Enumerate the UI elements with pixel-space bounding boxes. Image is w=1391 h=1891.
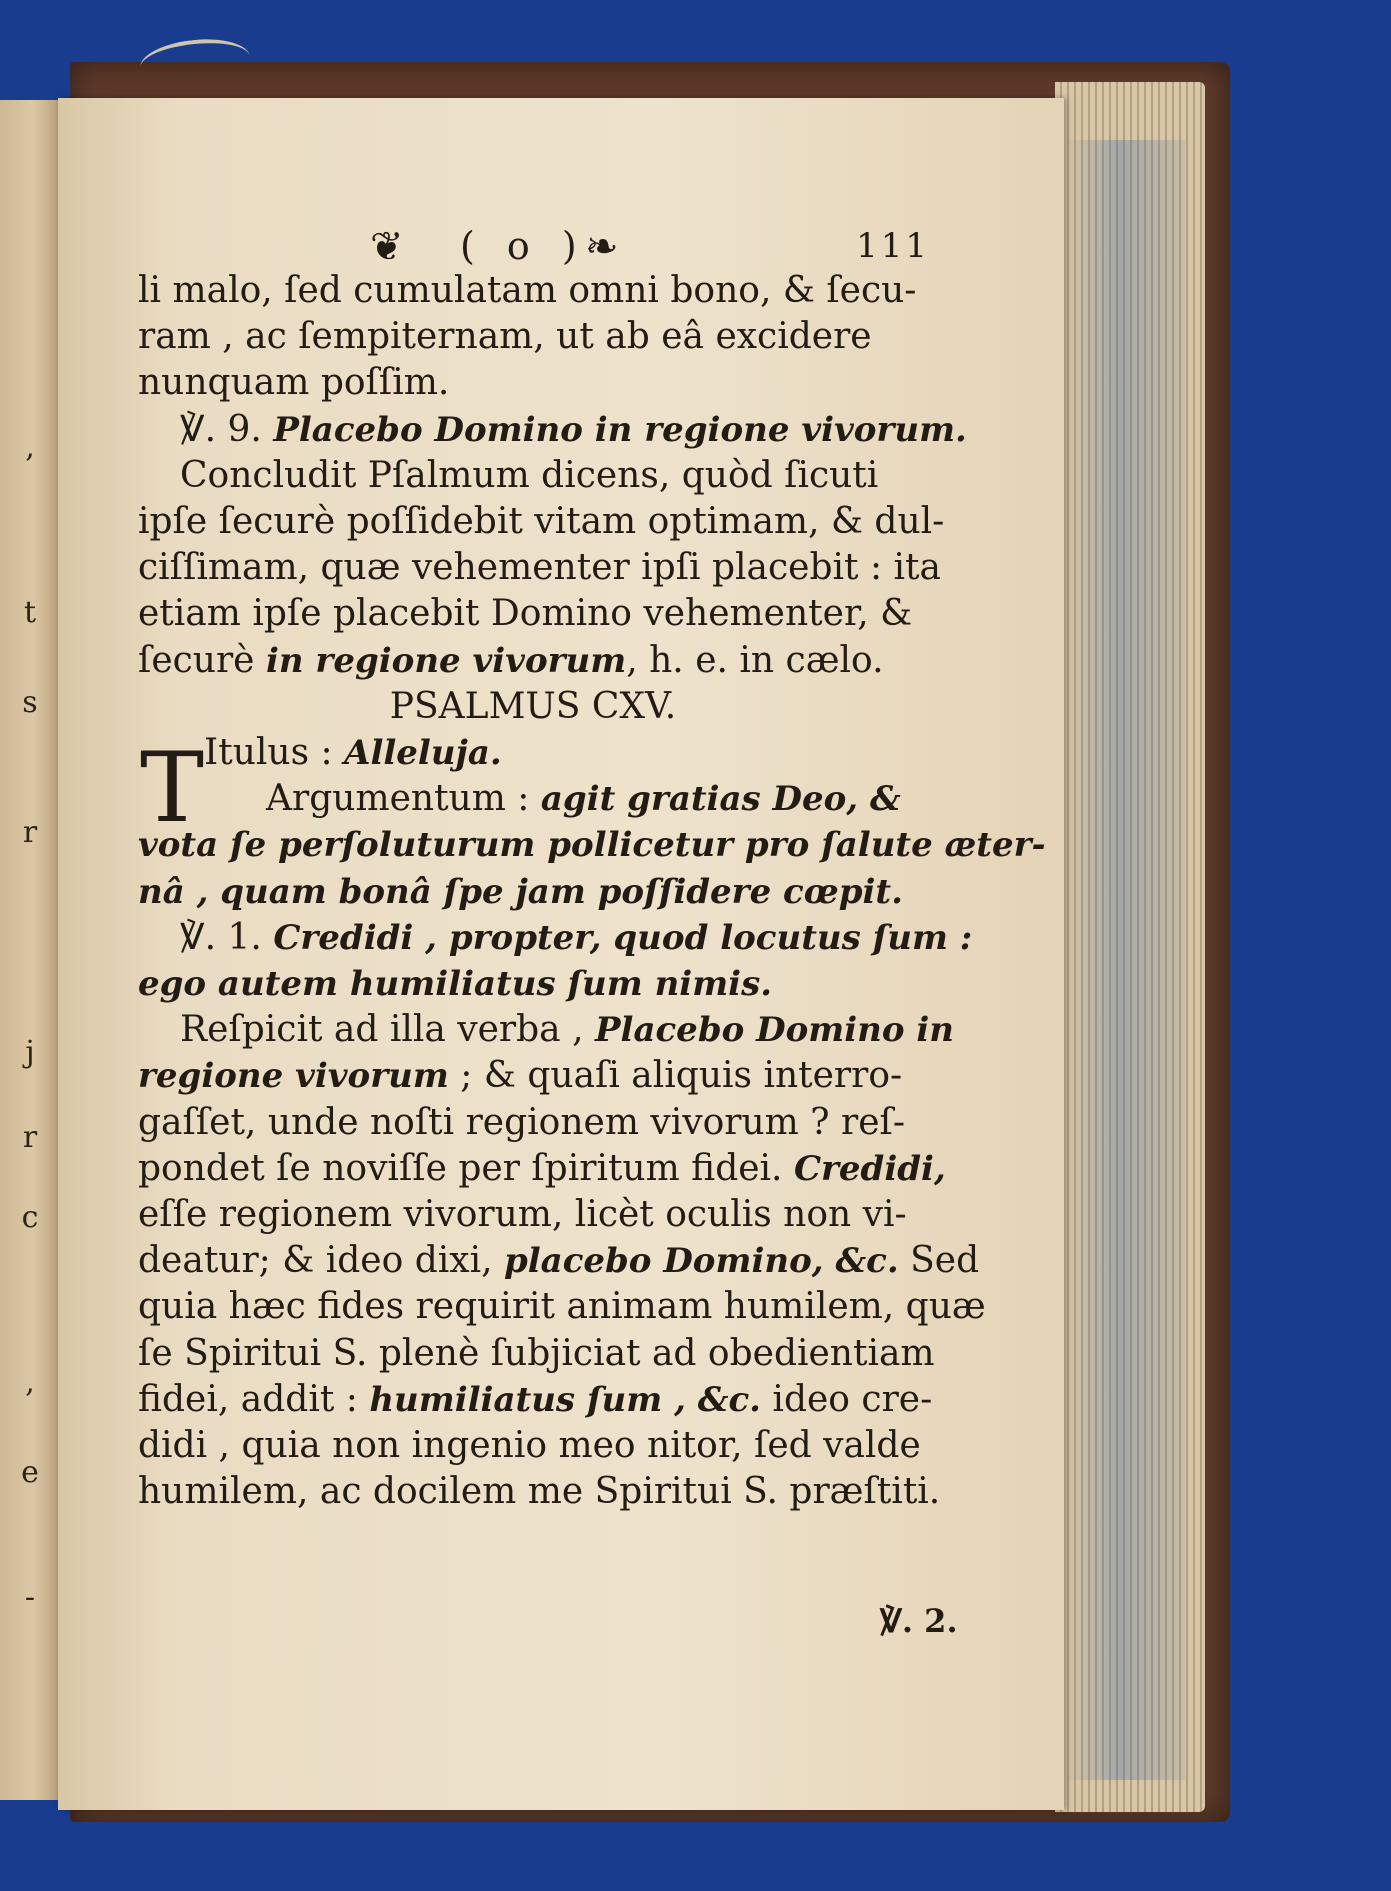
verse-text: Placebo Domino in regione vivorum. [273,409,967,450]
verse-marker: ℣. 9. [180,408,262,450]
text-segment: pondet ſe noviſſe per ſpiritum fidei. [138,1147,794,1189]
text-segment-italic: placebo Domino, &c. [503,1241,899,1282]
text-line: eſſe regionem vivorum, licèt oculis non vi- [138,1194,907,1236]
text-line [138,1377,933,1423]
left-page-marks [6,100,54,1800]
verse-text: Credidi , propter, quod locutus ſum : [273,917,973,958]
body-text [138,222,1046,1515]
blue-edge-stain [1065,140,1185,1780]
verse-marker: ℣. 1. [180,916,262,958]
left-mark: r [22,1120,38,1155]
argumentum-italic: agit gratias Deo, & [540,779,901,820]
text-line: humilem, ac docilem me Spiritui S. præſtiti. [138,1471,941,1513]
text-segment: ; & quaſi aliquis interro- [448,1055,903,1097]
text-line: ſe Spiritui S. plenè ſubjiciat ad obedientiam [138,1332,935,1374]
verse-1 [138,915,973,961]
ornament-left-icon: ❦ [370,224,404,270]
text-line: didi , quia non ingenio meo nitor, ſed valde [138,1425,921,1467]
ornament-right-icon: ❧ [585,224,619,270]
text-line: Concludit Pſalmum dicens, quòd ſicuti [180,454,879,496]
left-mark: j [25,1035,35,1070]
left-mark: e [21,1455,39,1490]
text-segment: Reſpicit ad illa verba , [180,1009,595,1051]
text-line: ram , ac ſempiternam, ut ab eâ excidere [138,316,872,358]
text-line: etiam ipſe placebit Domino vehementer, & [138,593,913,635]
psalm-title: PSALMUS CXV. [389,685,677,727]
text-segment: fidei, addit : [138,1378,370,1420]
left-page-edge [0,100,63,1800]
left-mark: c [21,1200,39,1235]
text-line: ciſſimam, quæ vehementer ipſi placebit : ita [138,547,941,589]
text-line: nunquam poſſim. [138,362,450,404]
titulus-line [138,730,928,776]
left-mark: , [25,1365,35,1400]
left-mark: r [22,815,38,850]
text-segment: deatur; & ideo dixi, [138,1240,504,1282]
text-segment-italic: humiliatus ſum , &c. [369,1379,761,1420]
text-line: quia hæc fides requirit animam humilem, quæ [138,1286,986,1328]
text-segment-italic: Placebo Domino in [594,1010,955,1051]
header-parenthesis: ( o ) [460,224,587,268]
text-line: vota ſe perſoluturum pollicetur pro ſalute æter- [138,825,1046,866]
argumentum-line [138,776,928,822]
text-line: gaſſet, unde noſti regionem vivorum ? reſ- [138,1101,905,1143]
left-mark: , [25,430,35,465]
text-segment: ſecurè [138,639,266,681]
text-segment: Sed [898,1240,980,1282]
left-mark: t [23,595,37,630]
text-segment: , h. e. in cælo. [626,639,884,681]
text-line [138,1007,955,1053]
argumentum-label: Argumentum : [266,778,541,820]
text-segment-italic: regione vivorum [138,1056,449,1097]
text-line: ego autem humiliatus ſum nimis. [138,964,773,1005]
text-line: nâ , quam bonâ ſpe jam poſſidere cœpit. [138,871,903,912]
left-mark: - [24,1580,36,1615]
text-segment: ideo cre- [760,1378,933,1420]
text-line: ipſe ſecurè poſſidebit vitam optimam, & dul- [138,501,945,543]
drop-cap: T [140,732,205,844]
text-line [138,1053,928,1099]
text-segment-italic: Credidi, [793,1148,946,1189]
text-segment-italic: in regione vivorum [265,640,627,681]
page-number: 111 [856,226,930,266]
text-line [138,1146,946,1192]
titulus-italic: Alleluja. [344,733,502,774]
verse-9 [138,407,967,453]
text-line [138,638,928,684]
titulus-text: Itulus : [204,732,345,774]
left-mark: s [22,685,38,720]
catchword: ℣. 2. [880,1602,958,1640]
text-line [138,1238,980,1284]
text-line: li malo, ſed cumulatam omni bono, & ſecu- [138,270,917,311]
